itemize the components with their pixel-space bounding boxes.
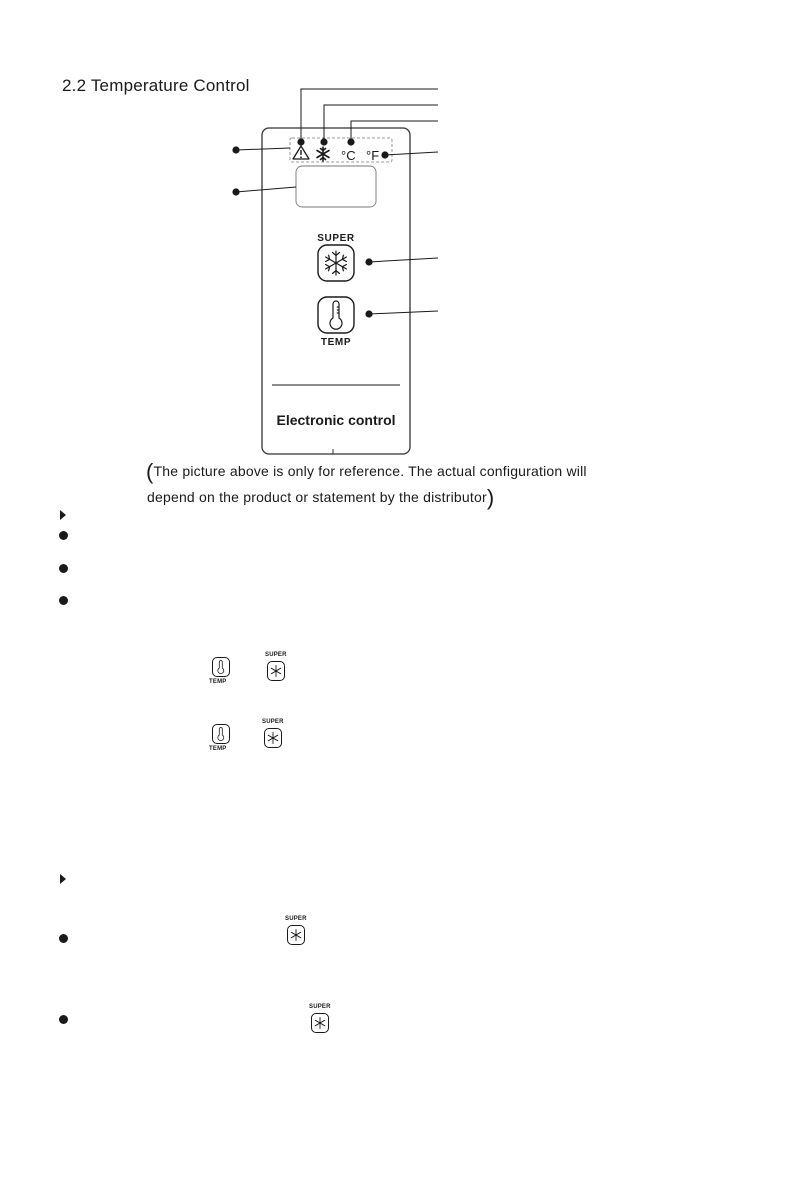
inline-temp-icon-2 <box>212 724 230 744</box>
callout-line-5 <box>236 148 290 150</box>
inline-temp-icon-1 <box>212 657 230 677</box>
caption-close-paren: ) <box>486 485 495 510</box>
inline-super-icon-2 <box>264 728 282 748</box>
thermometer-icon <box>213 725 229 743</box>
control-panel <box>262 128 410 454</box>
inline-super-label-3: SUPER <box>285 916 307 922</box>
caption-open-paren: ( <box>146 459 154 484</box>
section-arrow-marker-2 <box>60 874 66 884</box>
fahrenheit-indicator: °F <box>366 148 380 163</box>
inline-super-label-4: SUPER <box>309 1004 331 1010</box>
callout-dot-1 <box>297 138 304 145</box>
alarm-warning-icon <box>293 146 309 159</box>
snowflake-icon <box>288 926 304 944</box>
thermometer-icon <box>330 301 342 329</box>
bullet-dot-5 <box>59 1015 68 1024</box>
inline-super-label-2: SUPER <box>262 719 284 725</box>
bullet-dot-4 <box>59 934 68 943</box>
super-snowflake-icon <box>326 251 347 275</box>
snowflake-icon <box>268 662 284 680</box>
temperature-display <box>296 166 376 207</box>
callout-dot-4 <box>381 151 388 158</box>
inline-super-icon-4 <box>311 1013 329 1033</box>
callout-line-3 <box>351 121 438 142</box>
callout-dot-6 <box>232 188 239 195</box>
inline-super-label-1: SUPER <box>265 652 287 658</box>
inline-super-icon-3 <box>287 925 305 945</box>
celsius-indicator: °C <box>341 148 356 163</box>
temp-button <box>318 297 354 333</box>
section-arrow-marker-1 <box>60 510 66 520</box>
bullet-dot-3 <box>59 596 68 605</box>
callout-dot-7 <box>365 258 372 265</box>
callout-line-1 <box>301 89 438 142</box>
inline-super-icon-1 <box>267 661 285 681</box>
callout-dot-3 <box>347 138 354 145</box>
callout-line-6 <box>236 187 296 192</box>
callout-line-7 <box>369 258 438 262</box>
thermometer-icon <box>213 658 229 676</box>
panel-footer-label: Electronic control <box>276 412 396 428</box>
callout-dot-5 <box>232 146 239 153</box>
callout-line-4 <box>385 152 438 155</box>
bullet-dot-1 <box>59 531 68 540</box>
bullet-dot-2 <box>59 564 68 573</box>
caption-line-1-text: The picture above is only for reference. The actual configuration will <box>153 463 587 479</box>
super-button-label: SUPER <box>317 233 355 244</box>
caption-line-2-text: depend on the product or statement by the distributor <box>147 489 487 505</box>
temp-button-label: TEMP <box>320 337 352 348</box>
caption-line-1 <box>146 459 587 484</box>
snowflake-icon <box>312 1014 328 1032</box>
inline-temp-label-1: TEMP <box>209 679 227 685</box>
snowflake-icon <box>265 729 281 747</box>
callout-dot-8 <box>365 310 372 317</box>
callout-dot-2 <box>320 138 327 145</box>
section-title: 2.2 Temperature Control <box>62 76 250 95</box>
inline-temp-label-2: TEMP <box>209 746 227 752</box>
caption-line-2 <box>147 485 495 510</box>
callout-line-2 <box>324 105 438 142</box>
super-freeze-indicator-icon <box>317 147 329 161</box>
callout-line-8 <box>369 311 438 314</box>
control-panel-diagram <box>0 0 788 520</box>
